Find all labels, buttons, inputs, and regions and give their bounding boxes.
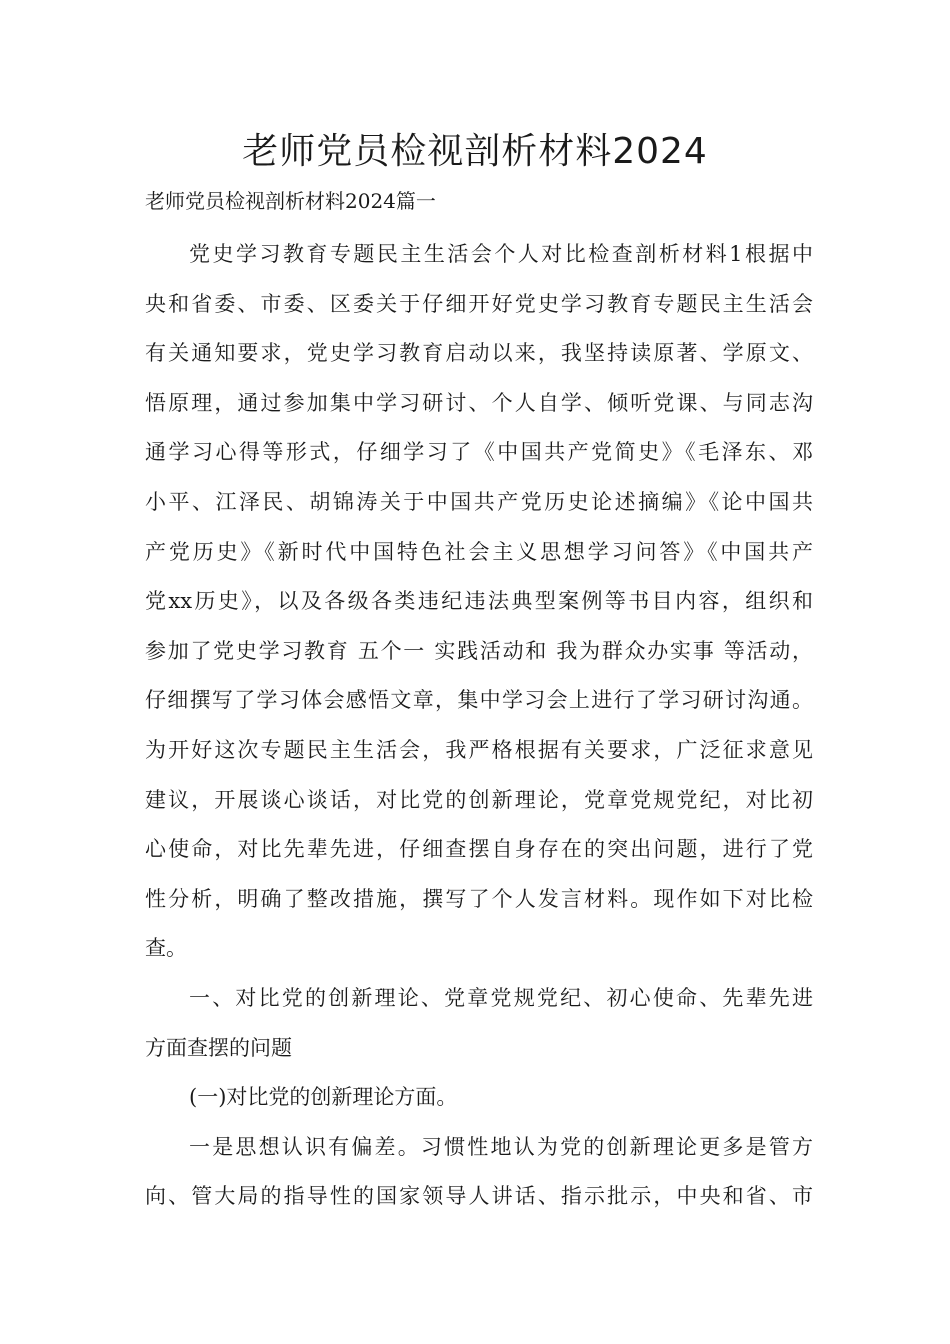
paragraph-line: 性分析，明确了整改措施，撰写了个人发言材料。现作如下对比检 <box>145 886 813 911</box>
paragraph-line: 党xx历史》，以及各级各类违纪违法典型案例等书目内容，组织和 <box>145 589 813 614</box>
paragraph-line: 参加了党史学习教育 五个一 实践活动和 我为群众办实事 等活动， <box>145 638 813 663</box>
document-title: 老师党员检视剖析材料2024 <box>242 131 708 172</box>
document-subtitle: 老师党员检视剖析材料2024篇一 <box>145 189 436 213</box>
paragraph-line: 有关通知要求，党史学习教育启动以来，我坚持读原著、学原文、 <box>145 341 813 366</box>
paragraph-line: 查。 <box>145 936 187 961</box>
paragraph-line: 为开好这次专题民主生活会，我严格根据有关要求，广泛征求意见 <box>145 737 813 762</box>
section-heading-line: 方面查摆的问题 <box>145 1035 292 1060</box>
document-body <box>145 230 813 1222</box>
paragraph-line: 产党历史》《新时代中国特色社会主义思想学习问答》《中国共产 <box>145 539 813 564</box>
paragraph-line: 一是思想认识有偏差。习惯性地认为党的创新理论更多是管方 <box>189 1134 813 1159</box>
paragraph-line: 央和省委、市委、区委关于仔细开好党史学习教育专题民主生活会 <box>145 291 813 316</box>
paragraph-line: 通学习心得等形式，仔细学习了《中国共产党简史》《毛泽东、邓 <box>145 440 813 465</box>
subsection-heading: (一)对比党的创新理论方面。 <box>189 1085 458 1110</box>
paragraph-line: 向、管大局的指导性的国家领导人讲话、指示批示，中央和省、市 <box>145 1184 813 1209</box>
paragraph-line: 悟原理，通过参加集中学习研讨、个人自学、倾听党课、与同志沟 <box>145 390 813 415</box>
paragraph-line: 小平、江泽民、胡锦涛关于中国共产党历史论述摘编》《论中国共 <box>145 489 813 514</box>
paragraph-line: 建议，开展谈心谈话，对比党的创新理论，党章党规党纪，对比初 <box>145 787 813 812</box>
paragraph-line: 党史学习教育专题民主生活会个人对比检查剖析材料1根据中 <box>189 242 813 266</box>
paragraph-line: 仔细撰写了学习体会感悟文章，集中学习会上进行了学习研讨沟通。 <box>145 688 813 713</box>
paragraph-line: 心使命，对比先辈先进，仔细查摆自身存在的突出问题，进行了党 <box>145 837 813 862</box>
section-heading-line: 一、对比党的创新理论、党章党规党纪、初心使命、先辈先进 <box>189 985 813 1010</box>
